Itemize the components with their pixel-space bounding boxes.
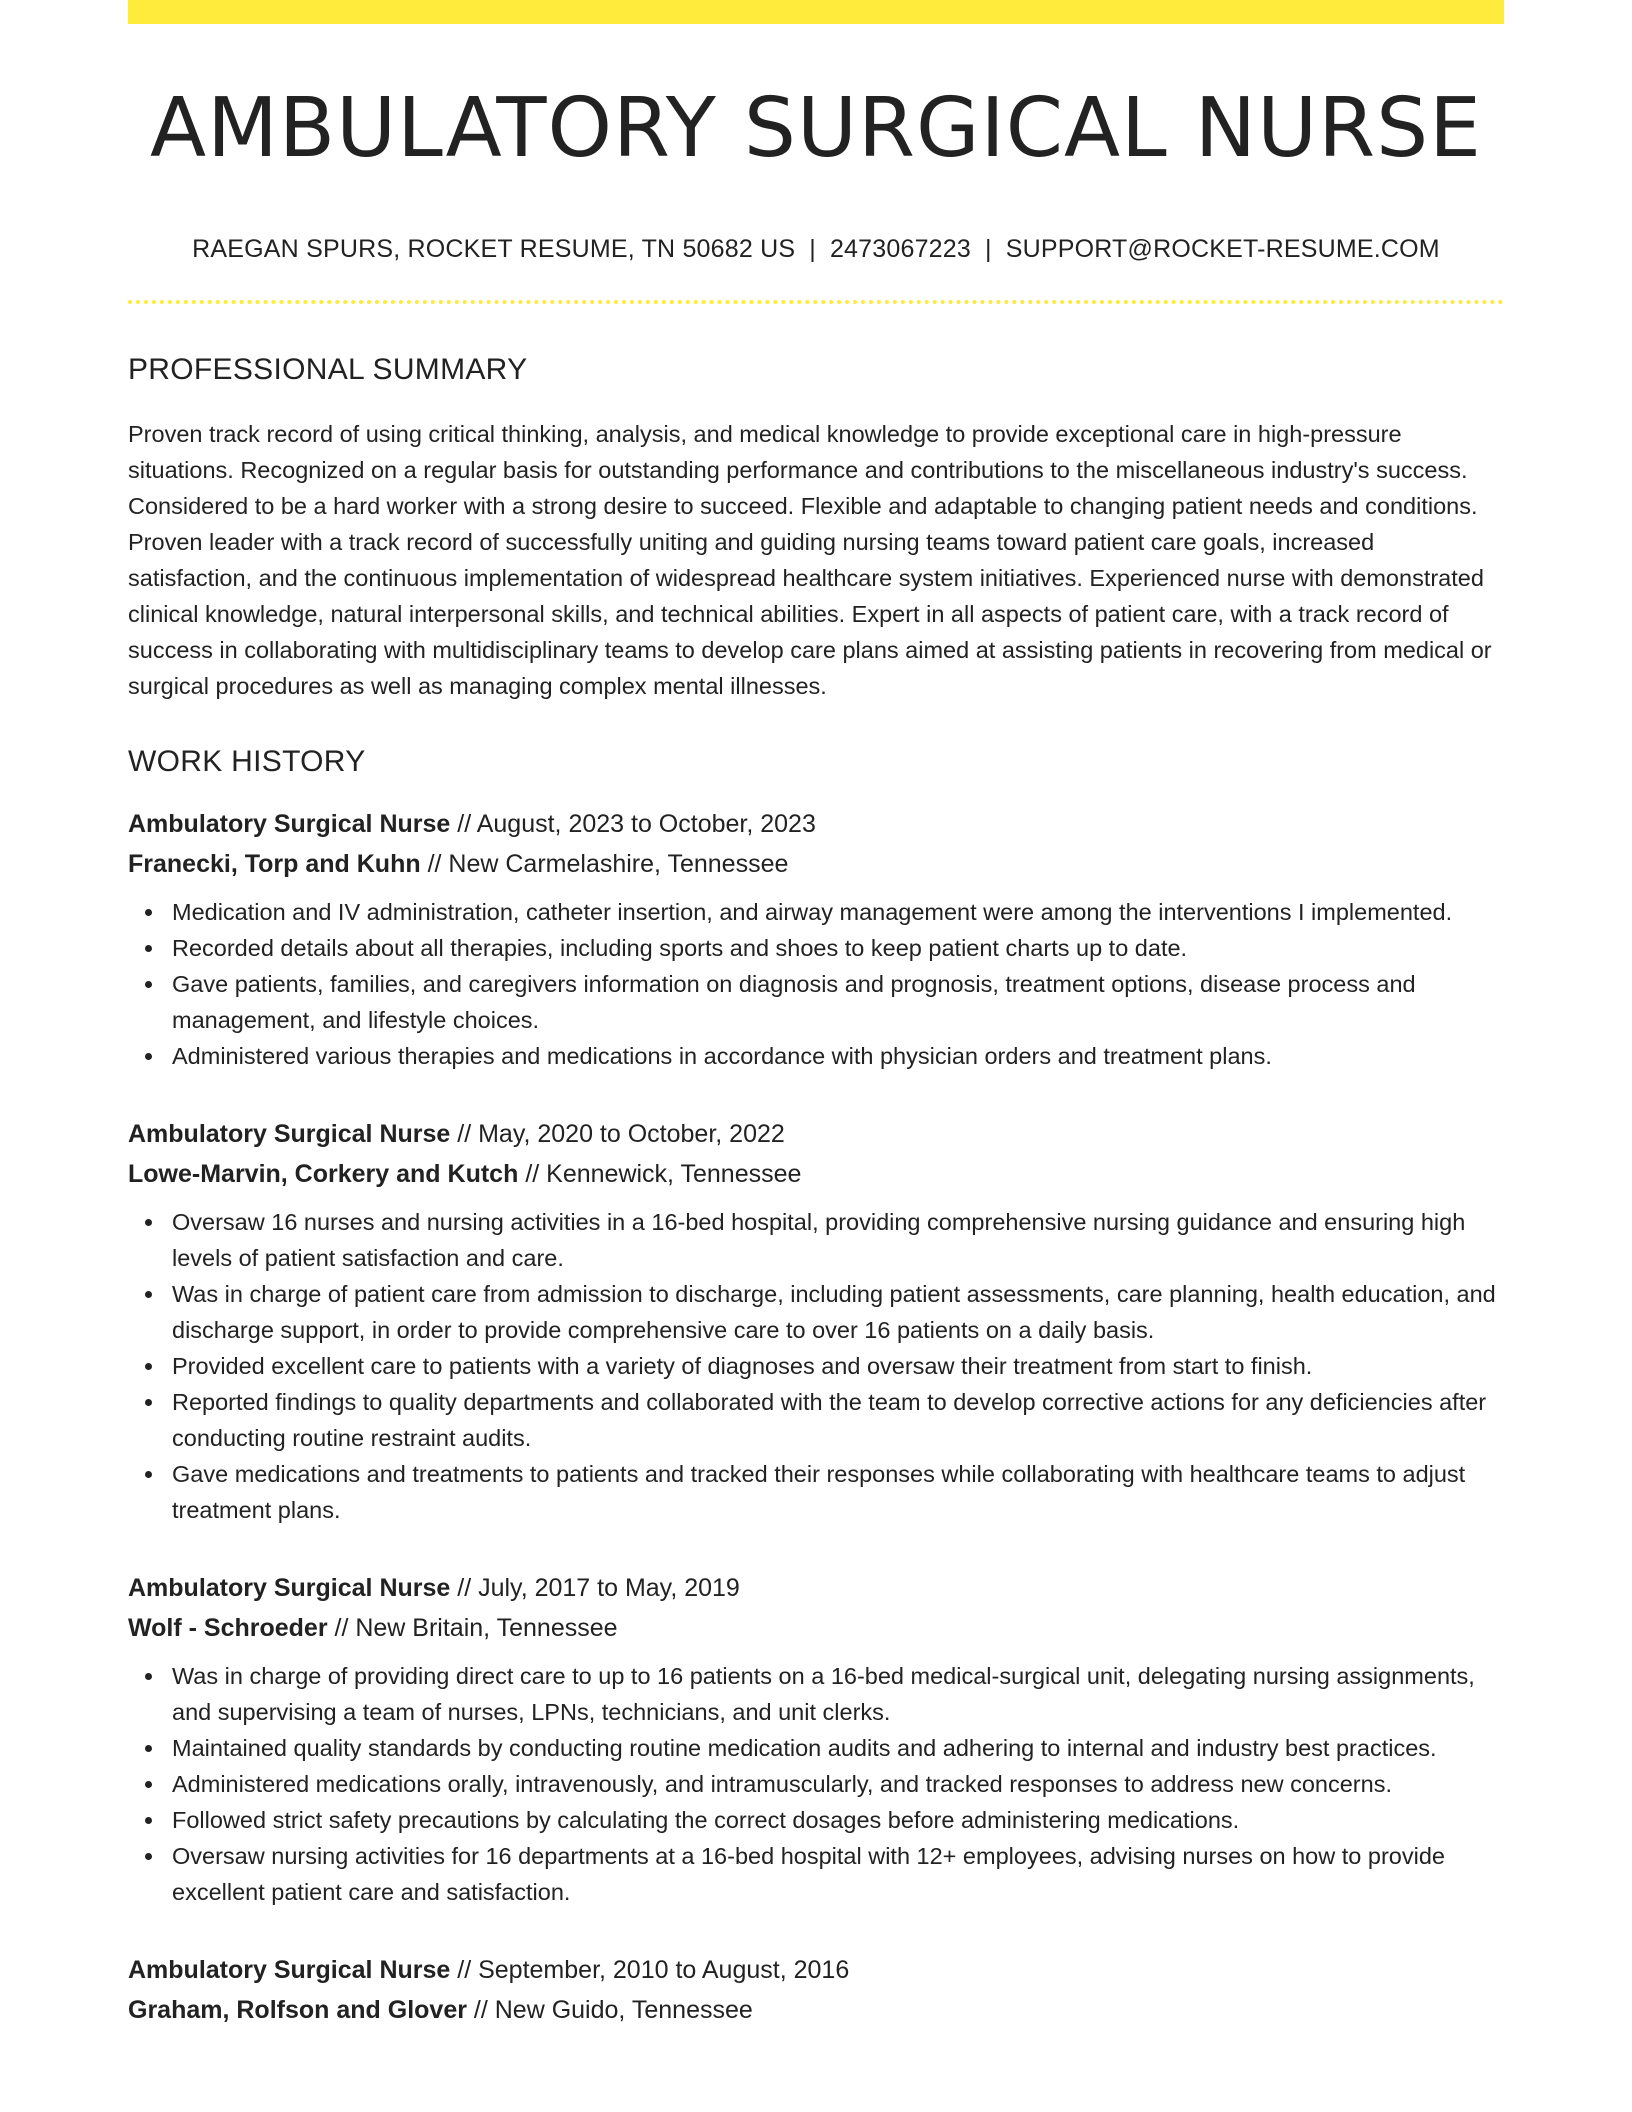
job-company: Lowe-Marvin, Corkery and Kutch xyxy=(128,1160,519,1189)
job-dates: // September, 2010 to August, 2016 xyxy=(457,1956,850,1985)
work-history-list xyxy=(128,804,1504,2030)
job-bullet: Reported findings to quality departments and collaborated with the team to develop corrective actions for any deficiencies after conducting routine restraint audits. xyxy=(172,1384,1504,1456)
job-bullet: Gave medications and treatments to patients and tracked their responses while collaborating with healthcare teams to adjust treatment plans. xyxy=(172,1456,1504,1528)
job-bullet: Was in charge of patient care from admission to discharge, including patient assessments, care planning, health education, and discharge support, in order to provide comprehensive care to over 16 patients on a daily basis. xyxy=(172,1276,1504,1348)
resume-page xyxy=(128,0,1504,2030)
job-bullet: Administered various therapies and medications in accordance with physician orders and treatment plans. xyxy=(172,1038,1504,1074)
job-bullet: Gave patients, families, and caregivers information on diagnosis and prognosis, treatment options, disease process and management, and lifestyle choices. xyxy=(172,966,1504,1038)
job-company-line xyxy=(128,844,1504,884)
job-title: Ambulatory Surgical Nurse xyxy=(128,1956,451,1985)
job-bullet: Recorded details about all therapies, including sports and shoes to keep patient charts up to date. xyxy=(172,930,1504,966)
accent-top-bar xyxy=(128,0,1504,24)
contact-address: RAEGAN SPURS, ROCKET RESUME, TN 50682 US xyxy=(192,235,796,264)
job-dates: // July, 2017 to May, 2019 xyxy=(457,1574,740,1603)
job-company-line xyxy=(128,1990,1504,2030)
summary-text: Proven track record of using critical thinking, analysis, and medical knowledge to provide exceptional care in high-pressure situations. Recognized on a regular basis for outstanding performance and contributions to the miscellaneous industry's success. Considered to be a hard worker with a strong desire to succeed. Flexible and adaptable to changing patient needs and conditions. Proven leader with a track record of successfully uniting and guiding nursing teams toward patient care goals, increased satisfaction, and the continuous implementation of widespread healthcare system initiatives. Experienced nurse with demonstrated clinical knowledge, natural interpersonal skills, and technical abilities. Expert in all aspects of patient care, with a track record of success in collaborating with multidisciplinary teams to develop care plans aimed at assisting patients in recovering from medical or surgical procedures as well as managing complex mental illnesses. xyxy=(128,421,1492,700)
job-bullet: Oversaw 16 nurses and nursing activities in a 16-bed hospital, providing comprehensive nursing guidance and ensuring high levels of patient satisfaction and care. xyxy=(172,1204,1504,1276)
job-entry xyxy=(128,804,1504,1074)
contact-email[interactable]: SUPPORT@ROCKET-RESUME.COM xyxy=(1005,235,1440,264)
job-title-line xyxy=(128,804,1504,844)
job-company: Franecki, Torp and Kuhn xyxy=(128,850,421,879)
job-title: Ambulatory Surgical Nurse xyxy=(128,1120,451,1149)
job-company: Wolf - Schroeder xyxy=(128,1614,328,1643)
job-bullet: Oversaw nursing activities for 16 departments at a 16-bed hospital with 12+ employees, advising nurses on how to provide excellent patient care and satisfaction. xyxy=(172,1838,1504,1910)
job-dates: // May, 2020 to October, 2022 xyxy=(457,1120,785,1149)
job-bullet: Was in charge of providing direct care to up to 16 patients on a 16-bed medical-surgical unit, delegating nursing assignments, and supervising a team of nurses, LPNs, technicians, and unit clerks. xyxy=(172,1658,1504,1730)
job-title-line xyxy=(128,1950,1504,1990)
job-location: // New Britain, Tennessee xyxy=(334,1614,618,1643)
job-bullet: Administered medications orally, intravenously, and intramuscularly, and tracked responses to address new concerns. xyxy=(172,1766,1504,1802)
job-title-line xyxy=(128,1114,1504,1154)
contact-separator: | xyxy=(985,235,992,264)
contact-separator: | xyxy=(809,235,816,264)
job-company-line xyxy=(128,1154,1504,1194)
dotted-divider xyxy=(128,300,1504,304)
contact-phone[interactable]: 2473067223 xyxy=(829,235,971,264)
work-history-heading: WORK HISTORY xyxy=(128,745,366,779)
job-dates: // August, 2023 to October, 2023 xyxy=(457,810,816,839)
job-bullet-list xyxy=(128,894,1504,1074)
contact-line xyxy=(128,234,1504,264)
job-entry xyxy=(128,1114,1504,1528)
job-company-line xyxy=(128,1608,1504,1648)
job-bullet-list xyxy=(128,1204,1504,1528)
job-bullet: Maintained quality standards by conducting routine medication audits and adhering to internal and industry best practices. xyxy=(172,1730,1504,1766)
job-entry xyxy=(128,1568,1504,1910)
job-location: // Kennewick, Tennessee xyxy=(525,1160,802,1189)
job-location: // New Carmelashire, Tennessee xyxy=(427,850,789,879)
resume-title: AMBULATORY SURGICAL NURSE xyxy=(150,81,1482,176)
job-title: Ambulatory Surgical Nurse xyxy=(128,1574,451,1603)
job-bullet: Provided excellent care to patients with a variety of diagnoses and oversaw their treatment from start to finish. xyxy=(172,1348,1504,1384)
job-company: Graham, Rolfson and Glover xyxy=(128,1996,467,2025)
job-location: // New Guido, Tennessee xyxy=(473,1996,753,2025)
job-bullet-list xyxy=(128,1658,1504,1910)
job-title: Ambulatory Surgical Nurse xyxy=(128,810,451,839)
summary-heading: PROFESSIONAL SUMMARY xyxy=(128,353,528,387)
job-entry xyxy=(128,1950,1504,2030)
job-bullet: Medication and IV administration, catheter insertion, and airway management were among the interventions I implemented. xyxy=(172,894,1504,930)
job-bullet: Followed strict safety precautions by calculating the correct dosages before administering medications. xyxy=(172,1802,1504,1838)
job-title-line xyxy=(128,1568,1504,1608)
